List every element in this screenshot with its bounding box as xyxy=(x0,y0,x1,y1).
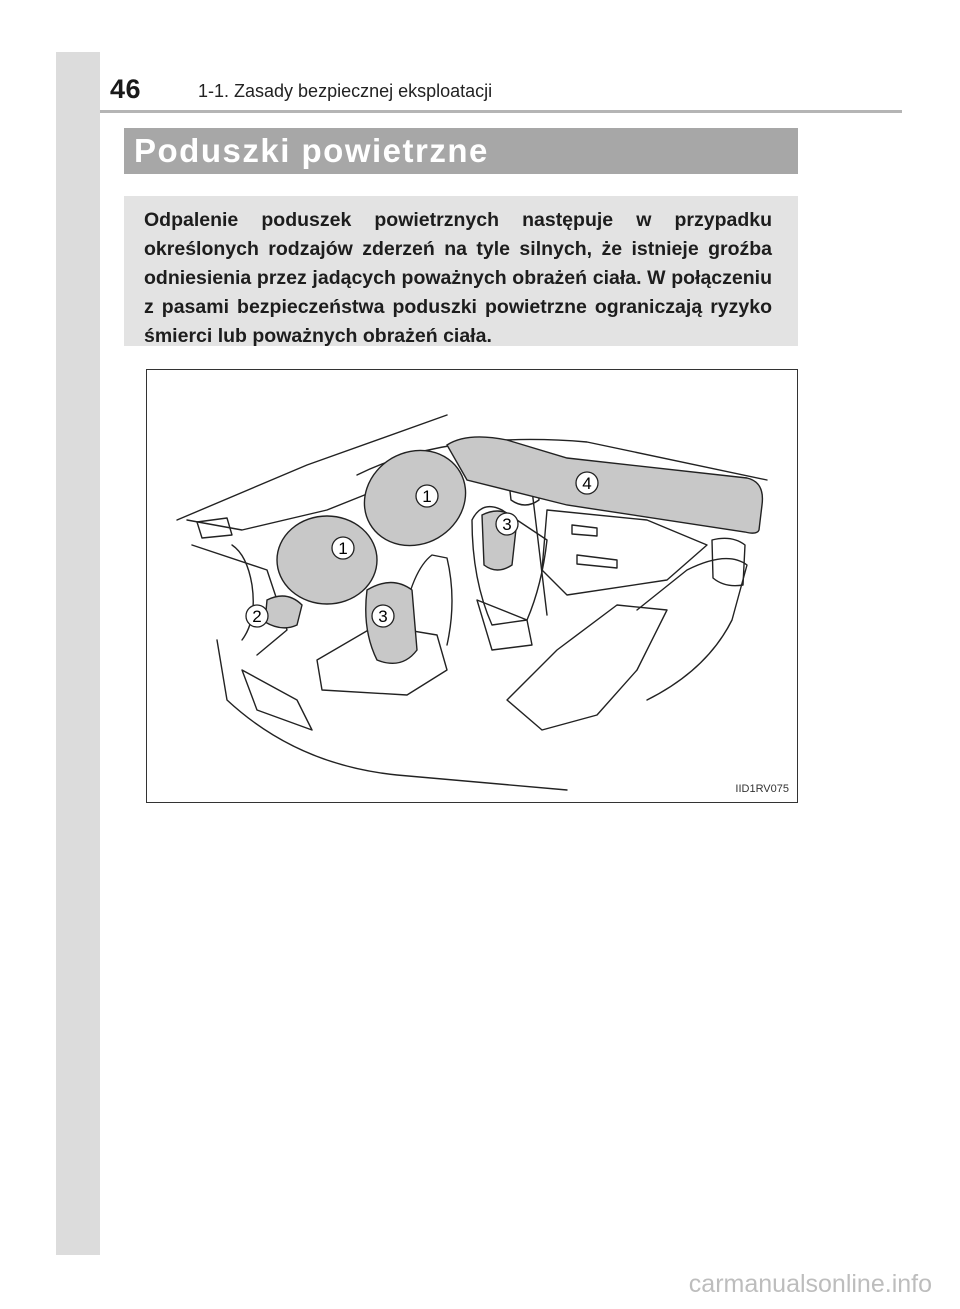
svg-text:3: 3 xyxy=(378,607,388,626)
rear-door-handle xyxy=(572,525,597,536)
car-interior-drawing xyxy=(147,370,799,804)
page-header xyxy=(108,68,902,112)
callout-front-airbag-driver xyxy=(332,537,354,559)
rear-seat-back xyxy=(637,559,747,700)
knee-airbag xyxy=(265,596,302,628)
svg-text:2: 2 xyxy=(252,607,262,626)
header-rule xyxy=(100,110,902,113)
rear-door-pocket xyxy=(577,555,617,568)
intro-text: Odpalenie poduszek powietrznych następuje w przypadku określonych rodzajów zderzeń na tyle silnych, że istnieje groźba odniesienia przez jadących poważnych obrażeń ciała. W połączeniu z pasami bezpieczeństwa poduszki powietrzne ograniczają ryzyko śmierci lub poważnych obrażeń ciała. xyxy=(144,209,772,347)
dashboard-vent xyxy=(197,518,232,538)
airbag-illustration xyxy=(146,369,798,803)
watermark: carmanualsonline.info xyxy=(688,1270,932,1298)
svg-text:1: 1 xyxy=(422,487,432,506)
intro-box xyxy=(124,196,798,346)
callout-curtain-airbag xyxy=(576,472,598,494)
figure-code: IID1RV075 xyxy=(735,783,789,795)
rear-headrest xyxy=(712,538,745,585)
side-strip xyxy=(56,52,100,1255)
page-title: Poduszki powietrzne xyxy=(134,132,489,169)
callout-knee-airbag xyxy=(246,605,268,627)
section-title: 1-1. Zasady bezpiecznej eksploatacji xyxy=(198,81,493,101)
svg-text:4: 4 xyxy=(582,474,592,493)
page-number: 46 xyxy=(110,74,142,104)
rear-seat-cushion xyxy=(507,605,667,730)
svg-text:1: 1 xyxy=(338,539,348,558)
front-airbag-driver xyxy=(277,516,377,604)
svg-text:3: 3 xyxy=(502,515,512,534)
callout-front-airbag-passenger xyxy=(416,485,438,507)
callout-side-airbag-rear xyxy=(496,513,518,535)
title-bar xyxy=(124,128,798,174)
callout-side-airbag-front xyxy=(372,605,394,627)
